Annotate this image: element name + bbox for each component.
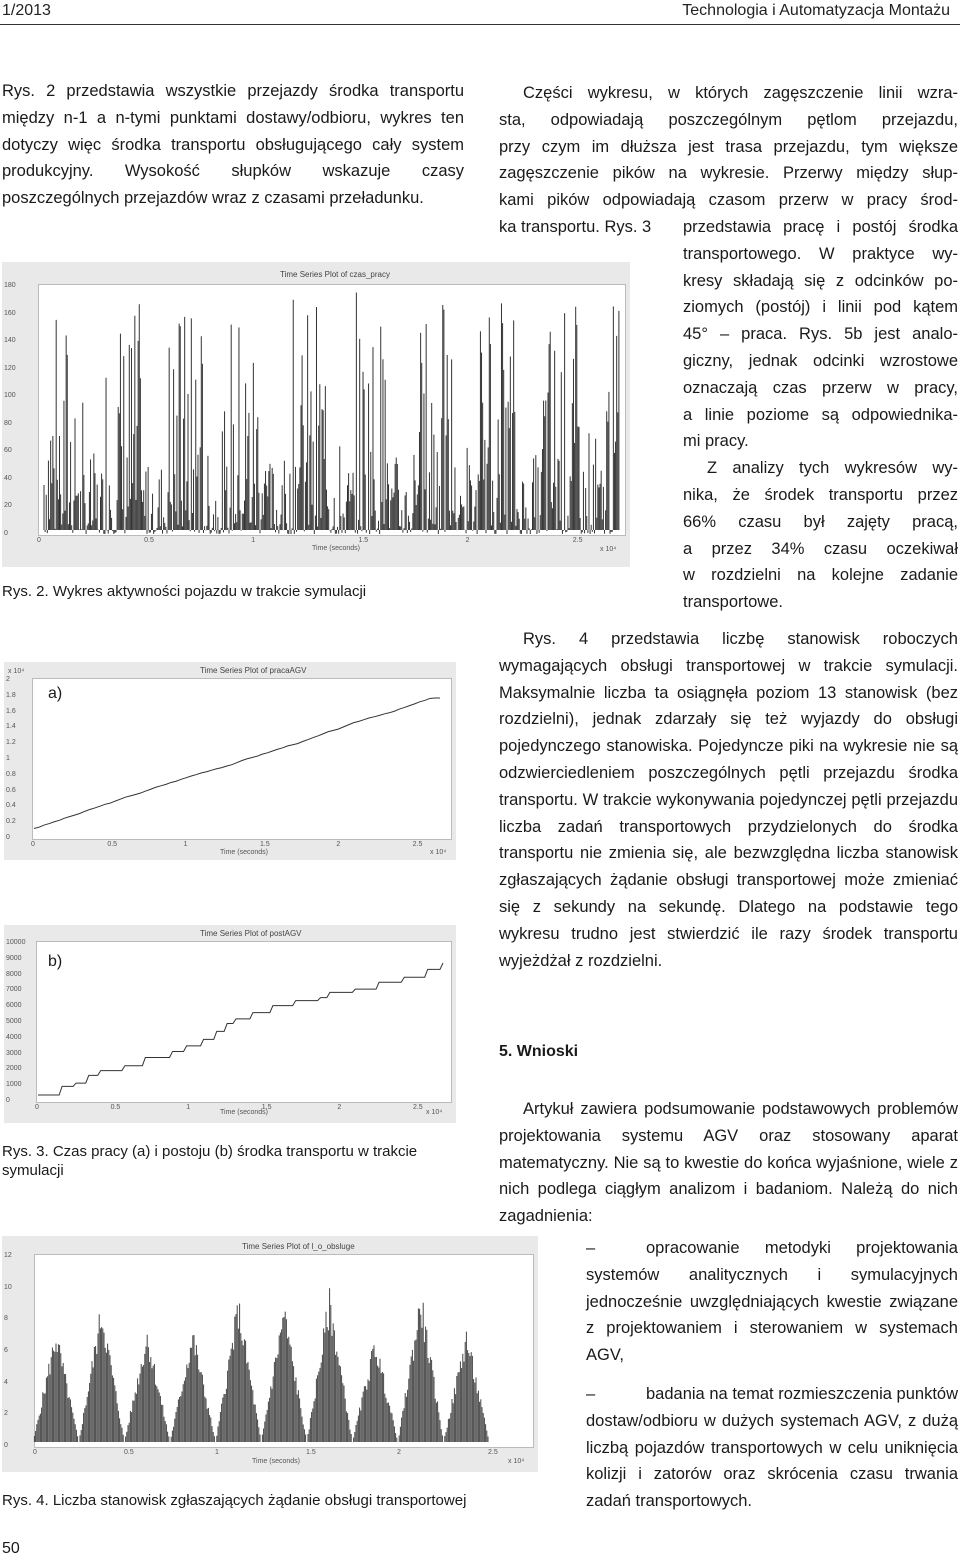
y-tick-label: 60 bbox=[4, 447, 12, 455]
fig3a-series bbox=[4, 662, 456, 860]
y-tick-label: 100 bbox=[4, 392, 16, 400]
y-tick-label: 2000 bbox=[6, 1065, 22, 1073]
fig2-caption: Rys. 2. Wykres aktywności pojazdu w trakcie symulacji bbox=[2, 583, 367, 600]
fig3a-ymult: x 10⁴ bbox=[8, 668, 25, 675]
fig3b-series bbox=[4, 925, 456, 1123]
p1n-line-2: kresy składają się z odcinków po- bbox=[683, 271, 958, 290]
fig2-series bbox=[2, 262, 630, 567]
p1-line-2: przy czym im dłuższa jest trasa przejazdu, tym większe bbox=[499, 137, 958, 156]
figure-3a bbox=[4, 662, 456, 860]
p2-line-1: nika, że środek transportu przez bbox=[683, 485, 958, 504]
x-tick-label: 0.5 bbox=[110, 1104, 121, 1111]
y-tick-label: 10 bbox=[4, 1283, 12, 1291]
y-tick-label: 6000 bbox=[6, 1002, 22, 1010]
fig4-xlabel: Time (seconds) bbox=[252, 1458, 300, 1465]
p1n-line-4: 45° – praca. Rys. 5b jest analo- bbox=[683, 325, 958, 344]
conclusions-list bbox=[586, 1235, 958, 1515]
issue-number: 1/2013 bbox=[2, 2, 51, 19]
x-tick-label: 1 bbox=[183, 841, 188, 848]
y-tick-label: 5000 bbox=[6, 1018, 22, 1025]
y-tick-label: 1 bbox=[6, 755, 10, 762]
fig3b-title: Time Series Plot of postAGV bbox=[200, 929, 302, 938]
y-tick-label: 0 bbox=[6, 1097, 10, 1104]
p1n-line-7: a linie poziome są odpowiednika- bbox=[683, 405, 958, 424]
y-tick-label: 0.6 bbox=[6, 786, 16, 794]
fig4-caption: Rys. 4. Liczba stanowisk zgłaszających żądanie obsługi transportowej bbox=[2, 1492, 467, 1509]
y-tick-label: 120 bbox=[4, 364, 16, 372]
p1n-line-8: mi pracy. bbox=[683, 432, 749, 451]
fig3a-xlabel: Time (seconds) bbox=[220, 849, 268, 856]
fig4-title: Time Series Plot of l_o_obsluge bbox=[242, 1242, 355, 1251]
y-tick-label: 0.2 bbox=[6, 818, 16, 826]
y-tick-label: 9000 bbox=[6, 954, 22, 962]
left-paragraph: Rys. 2 przedstawia wszystkie przejazdy środka transportu między n-1 a n-tymi punktami dostawy/odbioru, wykres ten dotyczy więc środka transportu obsługującego cały system produkcyjny. Wysokość słupków wskazuje czasy poszczególnych przejazdów wraz z czasami przeładunku. bbox=[2, 82, 464, 208]
x-tick-label: 0 bbox=[33, 1449, 37, 1456]
list-item: – opracowanie metodyki projektowania systemów analitycznych i symulacyjnych jednocześnie uwzględniających kwestie związane z projektowaniem i sterowaniem w systemach AGV, bbox=[586, 1239, 958, 1365]
y-tick-label: 1.2 bbox=[6, 739, 16, 747]
y-tick-label: 6 bbox=[4, 1347, 8, 1354]
journal-title: Technologia i Automatyzacja Montażu bbox=[682, 2, 950, 19]
x-tick-label: 1 bbox=[215, 1449, 219, 1456]
x-tick-label: 2 bbox=[337, 1104, 342, 1111]
figure-2 bbox=[2, 262, 630, 567]
fig4-xmult: x 10⁴ bbox=[508, 1458, 525, 1465]
fig3a-xmult: x 10⁴ bbox=[430, 849, 447, 856]
y-tick-label: 4 bbox=[4, 1378, 8, 1386]
y-tick-label: 1.4 bbox=[6, 723, 16, 731]
y-tick-label: 1.8 bbox=[6, 691, 16, 699]
x-tick-label: 0 bbox=[31, 841, 35, 848]
p1-line-1: sta, odpowiadają poszczególnym pętlom przejazdu, bbox=[499, 110, 958, 129]
fig3-caption: Rys. 3. Czas pracy (a) i postoju (b) środka transportu w trakcie symulacji bbox=[2, 1143, 418, 1179]
p1-line-5: ka transportu. Rys. 3 bbox=[499, 217, 652, 236]
y-tick-label: 7000 bbox=[6, 986, 22, 994]
x-tick-label: 1.5 bbox=[358, 537, 369, 544]
x-tick-label: 2 bbox=[397, 1449, 401, 1456]
p2-line-2: 66% czasu był zajęty pracą, bbox=[683, 512, 958, 531]
y-tick-label: 4000 bbox=[6, 1033, 22, 1041]
y-tick-label: 0.8 bbox=[6, 770, 16, 778]
fig2-xmult: x 10⁴ bbox=[600, 546, 617, 553]
y-tick-label: 10000 bbox=[6, 939, 26, 946]
p1n-line-5: giczny, jednak odcinki wzrostowe bbox=[683, 351, 958, 370]
x-tick-label: 0 bbox=[37, 537, 41, 544]
y-tick-label: 180 bbox=[4, 282, 16, 289]
y-tick-label: 160 bbox=[4, 309, 16, 317]
fig2-xlabel: Time (seconds) bbox=[312, 545, 360, 552]
p2-line-5: transportowe. bbox=[683, 593, 783, 612]
y-tick-label: 8000 bbox=[6, 970, 22, 978]
fig3a-line bbox=[34, 698, 440, 829]
y-tick-label: 3000 bbox=[6, 1049, 22, 1057]
y-tick-label: 0 bbox=[6, 834, 10, 841]
p1n-line-3: ziomych (postój) i linii pod kątem bbox=[683, 298, 958, 317]
x-tick-label: 1 bbox=[186, 1104, 191, 1111]
p1n-line-0: przedstawia pracę i postój środka bbox=[683, 218, 958, 236]
y-tick-label: 2 bbox=[6, 676, 10, 683]
x-tick-label: 2.5 bbox=[412, 841, 423, 848]
p1-line-0: Części wykresu, w których zagęszczenie linii wzra- bbox=[523, 84, 958, 102]
x-tick-label: 2 bbox=[465, 537, 470, 544]
p2-line-4: w rozdzielni na kolejne zadanie bbox=[683, 566, 958, 585]
y-tick-label: 0.4 bbox=[6, 802, 16, 810]
x-tick-label: 2 bbox=[336, 841, 341, 848]
figure-3b bbox=[4, 925, 456, 1123]
x-tick-label: 1.5 bbox=[259, 841, 270, 848]
y-tick-label: 80 bbox=[4, 419, 12, 427]
right-col-p4: Artykuł zawiera podsumowanie podstawowych problemów projektowania systemu AGV oraz stosowany aparat matematyczny. Nie są to kwestie do końca wyjaśnione, wiele z nich podlega ciągłym analizom i badaniom. Należą do nich zagadnienia: bbox=[499, 1100, 958, 1226]
x-tick-label: 2.5 bbox=[572, 537, 583, 544]
fig3a-label: a) bbox=[48, 685, 63, 702]
p2-line-0: Z analizy tych wykresów wy- bbox=[707, 459, 958, 478]
p2-line-3: a przez 34% czasu oczekiwał bbox=[683, 539, 958, 558]
x-tick-label: 0.5 bbox=[144, 537, 154, 544]
list-item: – badania na temat rozmieszczenia punktów dostaw/odbioru w dużych systemach AGV, z dużą liczbą pojazdów transportowych w celu uniknięcia kolizji i zatorów oraz skrócenia czasu trwania zadań transportowych. bbox=[586, 1384, 958, 1511]
p1-line-3: zagęszczenie pików na wykresie. Przerwy między słup- bbox=[499, 164, 958, 183]
figure-4 bbox=[2, 1236, 538, 1472]
right-col-p3: Rys. 4 przedstawia liczbę stanowisk roboczych wymagających obsługi transportowej w trakcie symulacji. Maksymalnie liczba ta osiągnęła poziom 13 stanowisk (bez rozdzielni), jednak zdarzały się też wyjazdy do obsługi pojedynczego stanowiska. Pojedyncze piki na wykresie nie są odzwierciedleniem poszczególnych pętli przejazdu środka transportu. W trakcie wykonywania pojedynczej pętli przejazdu liczba zadań transportowych przydzielonych do środka transportu nie zmienia się, ale bezwzględna liczba stanowisk zgłaszających żądanie obsługi transportowej może zmieniać się z sekundy na sekundę. Dlatego na podstawie tego wykresu trudno jest stwierdzić ile razy środek transportu wyjeżdżał z rozdzielni. bbox=[499, 630, 958, 970]
y-tick-label: 12 bbox=[4, 1252, 12, 1259]
y-tick-label: 1000 bbox=[6, 1081, 22, 1089]
x-tick-label: 0.5 bbox=[107, 841, 118, 848]
x-tick-label: 1.5 bbox=[261, 1104, 272, 1111]
p1n-line-1: transportowego. W praktyce wy- bbox=[683, 244, 958, 263]
section-heading: 5. Wnioski bbox=[499, 1043, 579, 1060]
fig3b-line bbox=[38, 963, 443, 1095]
x-tick-label: 2.5 bbox=[488, 1449, 498, 1456]
x-tick-label: 1 bbox=[251, 537, 256, 544]
fig3b-xlabel: Time (seconds) bbox=[220, 1109, 268, 1116]
y-tick-label: 20 bbox=[4, 502, 12, 510]
p1-line-4: kami pików odpowiadają czasom przerw w pracy środ- bbox=[499, 191, 958, 210]
y-tick-label: 0 bbox=[4, 530, 8, 537]
fig3b-label: b) bbox=[48, 953, 63, 970]
y-tick-label: 1.6 bbox=[6, 707, 16, 715]
x-tick-label: 1.5 bbox=[306, 1449, 316, 1456]
y-tick-label: 0 bbox=[4, 1442, 8, 1449]
right-col-p1-narrow bbox=[683, 214, 958, 616]
x-tick-label: 0.5 bbox=[124, 1449, 134, 1456]
x-tick-label: 2.5 bbox=[412, 1104, 423, 1111]
fig3b-xmult: x 10⁴ bbox=[426, 1109, 443, 1116]
y-tick-label: 8 bbox=[4, 1315, 8, 1323]
p1n-line-6: oznaczają czas przerw w pracy, bbox=[683, 378, 958, 397]
fig2-title: Time Series Plot of czas_pracy bbox=[280, 270, 390, 279]
fig4-series bbox=[2, 1236, 538, 1472]
fig3a-title: Time Series Plot of pracaAGV bbox=[200, 666, 307, 675]
y-tick-label: 140 bbox=[4, 337, 16, 345]
y-tick-label: 40 bbox=[4, 474, 12, 482]
y-tick-label: 2 bbox=[4, 1410, 8, 1418]
header-rule bbox=[0, 24, 960, 25]
x-tick-label: 0 bbox=[35, 1104, 39, 1111]
page-number: 50 bbox=[2, 1540, 20, 1557]
